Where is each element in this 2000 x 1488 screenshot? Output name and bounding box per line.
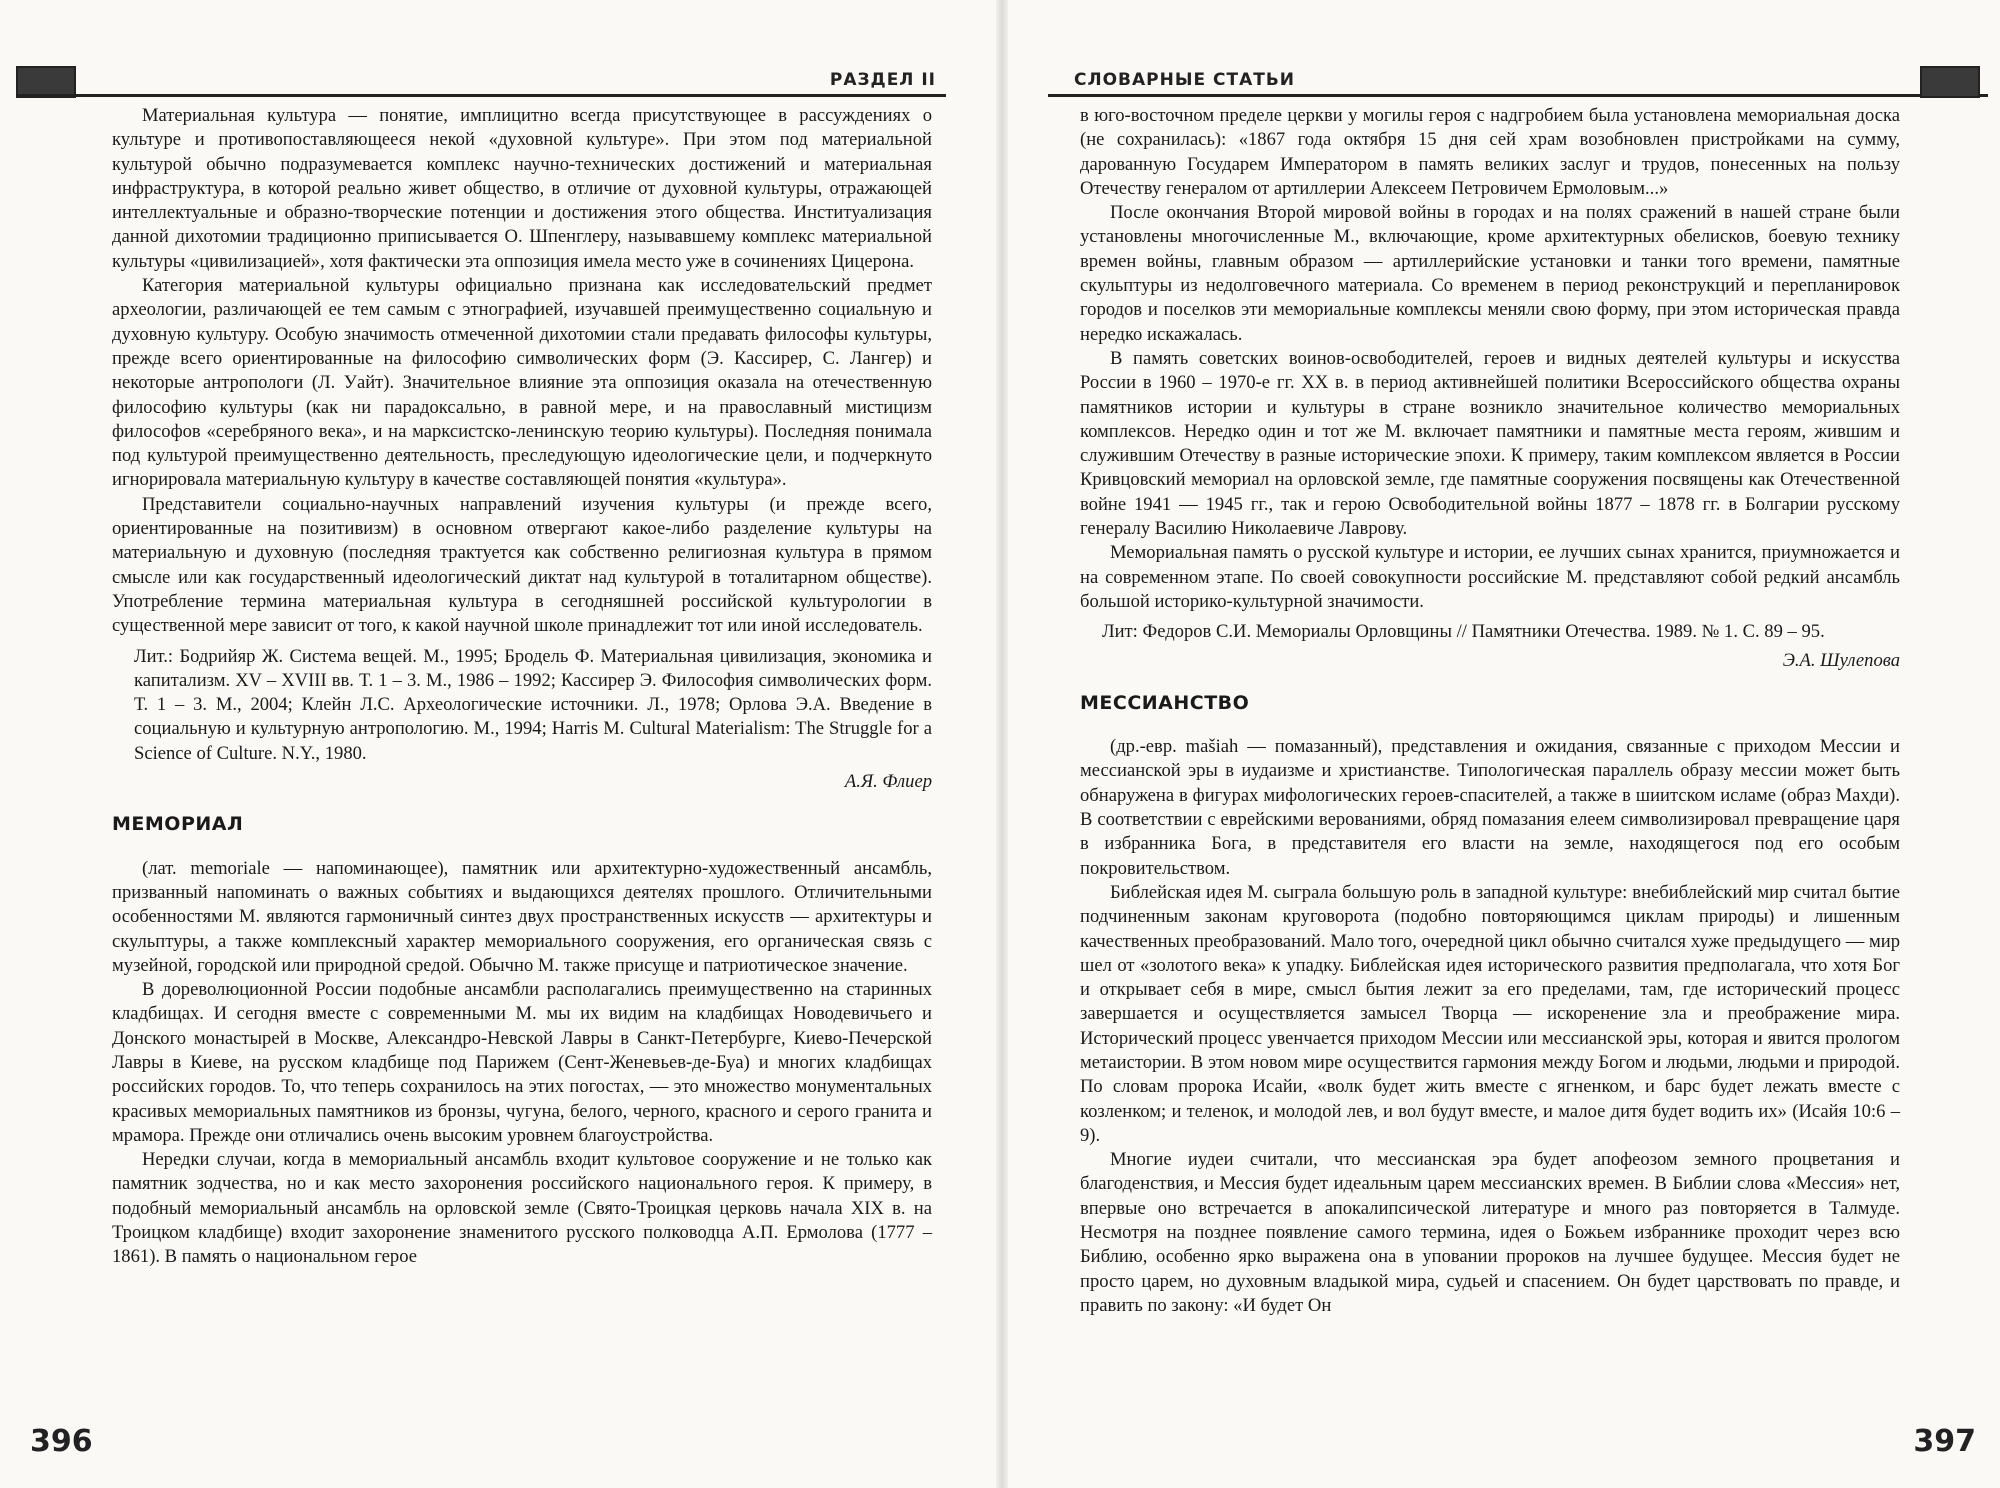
paragraph: Библейская идея М. сыграла большую роль в западной культуре: внебиблейский мир считал бытие подчиненным законам круговорота (подобно повторяющимся циклам природы) и лишенным качественных преобразований. Мало того, очередной цикл обычно считался хуже предыдущего — мир шел от «золотого века» к упадку. Библейская идея исторического развития предполагала, что хотя Бог и открывает себя в мире, смысл бытия лежит за его пределами, там, где исторический процесс завершается и осуществляется замысел Творца — искоренение зла и преображение мира. Исторический процесс увенчается приходом Мессии или мессианской эры, которая и явится прологом метаистории. В этом новом мире осуществится гармония между Богом и людьми, людьми и природой. По словам пророка Исайи, «волк будет жить вместе с ягненком, и барс будет лежать вместе с козленком; и теленок, и молодой лев, и вол будут вместе, и малое дитя будет водить их» (Исайя 10:6 – 9).: [1080, 881, 1900, 1146]
paragraph: Мемориальная память о русской культуре и истории, ее лучших сынах хранится, приумножается и на современном этапе. По своей совокупности российские М. представляют собой редкий ансамбль большой историко-культурной значимости.: [1080, 542, 1900, 612]
page-edge-tab: [1920, 66, 1980, 98]
paragraph: в юго-восточном пределе церкви у могилы героя с надгробием была установлена мемориальная доска (не сохранилась): «1867 года октября 15 дня сей храм возобновлен пристройками на сумму, дарованную Государем Императором в память великих заслуг и трудов, понесенных на пользу Отечеству генералом от артиллерии Алексеем Петровичем Ермоловым...»: [1080, 105, 1900, 199]
right-page: [1008, 0, 2000, 1488]
book-gutter: [996, 0, 1008, 1488]
page-number: 396: [30, 1424, 93, 1459]
page-number: 397: [1913, 1424, 1976, 1459]
running-head: РАЗДЕЛ II: [829, 70, 936, 90]
header-rule: [16, 94, 946, 97]
literature-list: Лит.: Бодрийяр Ж. Система вещей. М., 1995; Бродель Ф. Материальная цивилизация, экономика и капитализм. XV – XVIII вв. Т. 1 – 3. М., 1986 – 1992; Кассирер Э. Философия символических форм. Т. 1 – 3. М., 2004; Клейн Л.С. Археологические источники. Л., 1978; Орлова Э.А. Введение в социальную и культурную антропологию. М., 1994; Harris M. Cultural Materialism: The Struggle for a Science of Culture. N.Y., 1980.: [134, 645, 932, 764]
paragraph: Многие иудеи считали, что мессианская эра будет апофеозом земного процветания и благоденствия, и Мессия будет идеальным царем мессианских времен. В Библии слова «Мессия» нет, впервые оно встречается в апокалипсической литературе и много раз повторяется в Талмуде. Несмотря на позднее появление самого термина, идея о Божьем избраннике проходит через всю Библию, особенно ярко выражена она в уповании пророков на лучшее будущее. Мессия будет не просто царем, но духовным владыкой мира, судьей и спасением. Он будет царствовать по правде, и править по закону: «И будет Он: [1080, 1149, 1900, 1316]
running-head: СЛОВАРНЫЕ СТАТЬИ: [1074, 70, 1296, 90]
right-text-column: [1080, 104, 1900, 1318]
article-author: Э.А. Шулепова: [1782, 649, 1900, 671]
left-text-column: [112, 104, 932, 1270]
paragraph: Материальная культура — понятие, имплицитно всегда присутствующее в рассуждениях о культуре и противопоставляющееся некой «духовной культуре». При этом под материальной культурой обычно подразумевается комплекс научно-технических достижений и материальная инфраструктура, в которой реально живет общество, в отличие от духовной культуры, отражающей интеллектуальные и образно-творческие потенции и достижения этого общества. Институализация данной дихотомии традиционно приписывается О. Шпенглеру, называвшему комплекс материальной культуры «цивилизацией», хотя фактически эта оппозиция имела место уже в сочинениях Цицерона.: [112, 105, 932, 272]
paragraph: Категория материальной культуры официально признана как исследовательский предмет археологии, различающей ее тем самым с этнографией, изучавшей преимущественно социальную и духовную культуру. Особую значимость отмеченной дихотомии стали предавать философы культуры, прежде всего ориентированные на философию символических форм (Э. Кассирер, С. Лангер) и некоторые антропологи (Л. Уайт). Значительное влияние эта оппозиция оказала на отечественную философию культуры (как ни парадоксально, в равной мере, и на православный мистицизм философов «серебряного века», и на марксистско-ленинскую теорию культуры). Последняя понимала под культурой преимущественно деятельность, преследующую идеологические цели, и подчеркнуто игнорировала материальную культуру в качестве составляющей понятия «культура».: [112, 275, 932, 491]
article-heading: МЕМОРИАЛ: [112, 813, 244, 836]
paragraph: В память советских воинов-освободителей, героев и видных деятелей культуры и искусства России в 1960 – 1970-е гг. XX в. в период активнейшей политики Всероссийского общества охраны памятников истории и культуры в стране возникло значительное количество мемориальных комплексов. Нередко один и тот же М. включает памятники и памятные места героям, жившим и служившим Отечеству в разные исторические эпохи. К примеру, таким комплексом является в России Кривцовский мемориал на орловской земле, где памятные сооружения посвящены как Отечественной войне 1941 — 1945 гг., так и герою Освободительной войны 1877 – 1878 гг. в Болгарии русскому генералу Василию Николаевиче Лаврову.: [1080, 347, 1900, 540]
paragraph: (др.-евр. mašiah — помазанный), представления и ожидания, связанные с приходом Мессии и мессианской эры в иудаизме и христианстве. Типологическая параллель образу мессии может быть обнаружена в фигурах мифологических героев-спасителей, а также в шиитском исламе (образ Махди). В соответствии с еврейскими верованиями, обряд помазания елеем символизировал превращение царя в избранника Бога, в представителя его власти на земле, находящегося под его особым покровительством.: [1080, 736, 1900, 879]
paragraph: Нередки случаи, когда в мемориальный ансамбль входит культовое сооружение и не только как памятник зодчества, но и как место захоронения российского национального героя. К примеру, в подобный мемориальный ансамбль на орловской земле (Свято-Троицкая церковь начала XIX в. на Троицком кладбище) входит захоронение знаменитого русского полководца А.П. Ермолова (1777 – 1861). В память о национальном герое: [112, 1149, 932, 1268]
article-author: А.Я. Флиер: [844, 771, 932, 793]
article-heading: МЕССИАНСТВО: [1080, 691, 1250, 714]
literature-list: Лит: Федоров С.И. Мемориалы Орловщины // Памятники Отечества. 1989. № 1. С. 89 – 95.: [1102, 621, 1825, 643]
left-page: [0, 0, 996, 1488]
paragraph: (лат. memoriale — напоминающее), памятник или архитектурно-художественный ансамбль, призванный напоминать о важных событиях и выдающихся деятелях прошлого. Отличительными особенностями М. являются гармоничный синтез двух пространственных искусств — архитектуры и скульптуры, а также комплексный характер мемориального сооружения, его органическая связь с музейной, городской или природной средой. Обычно М. также присуще и патриотическое значение.: [112, 857, 932, 976]
paragraph: В дореволюционной России подобные ансамбли располагались преимущественно на старинных кладбищах. И сегодня вместе с современными М. мы их видим на кладбищах Новодевичьего и Донского монастырей в Москве, Александро-Невской Лавры в Санкт-Петербурге, Киево-Печерской Лавры в Киеве, на русском кладбище под Парижем (Сент-Женевьев-де-Буа) и многих кладбищах российских городов. То, что теперь сохранилось на этих погостах, — это множество монументальных красивых мемориальных памятников из бронзы, чугуна, белого, черного, красного и серого гранита и мрамора. Прежде они отличались очень высоким уровнем благоустройства.: [112, 979, 932, 1146]
paragraph: После окончания Второй мировой войны в городах и на полях сражений в нашей стране были установлены многочисленные М., включающие, кроме архитектурных обелисков, боевую технику времен войны, главным образом — артиллерийские установки и танки того времени, памятные скульптуры из недолговечного материала. Со временем в период реконструкций и перепланировок городов и поселков эти мемориальные комплексы меняли свою форму, при этом историческая правда нередко искажалась.: [1080, 202, 1900, 345]
paragraph: Представители социально-научных направлений изучения культуры (и прежде всего, ориентированные на позитивизм) в основном отвергают какое-либо разделение культуры на материальную и духовную (последняя трактуется как собственно религиозная культура в прямом смысле или как государственный идеологический диктат над культурой в тоталитарном обществе). Употребление термина материальная культура в сегодняшней российской культурологии в существенной мере зависит от того, к какой научной школе принадлежит тот или иной исследователь.: [112, 493, 932, 637]
header-rule: [1048, 94, 1988, 97]
